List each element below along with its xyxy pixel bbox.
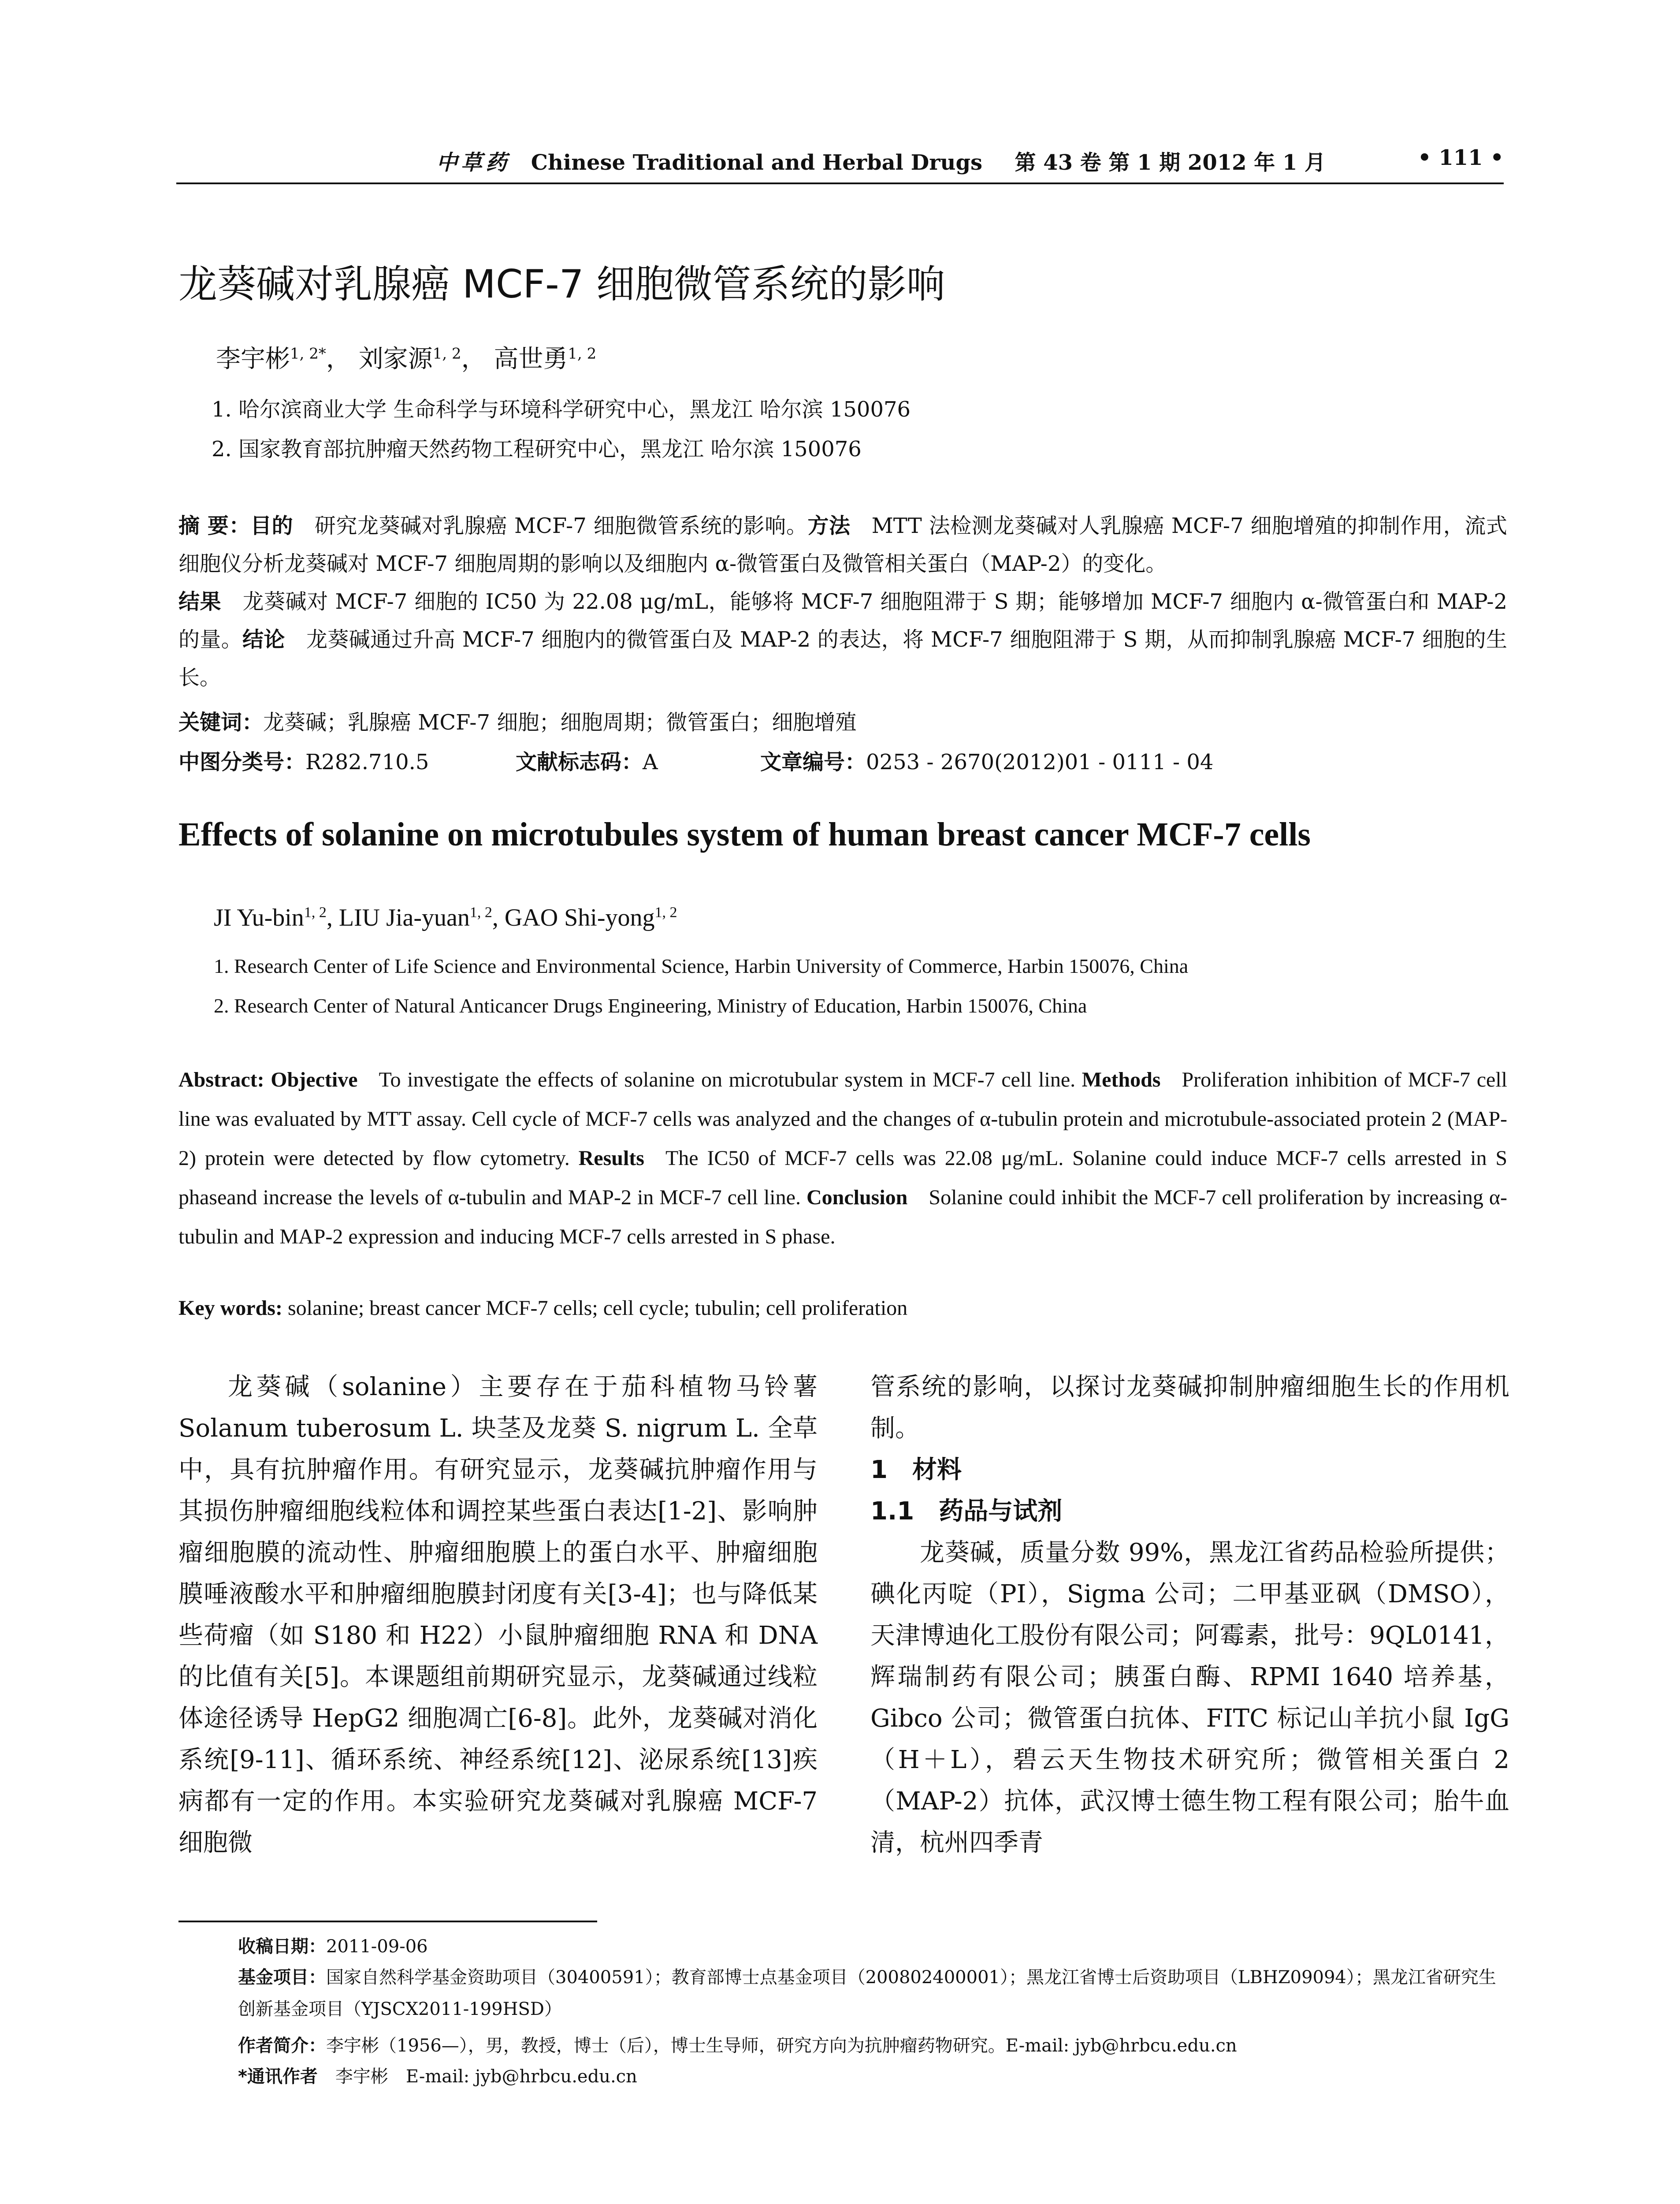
clc-item: [178, 745, 429, 775]
keywords-label: Key words:: [178, 1296, 282, 1320]
article-no-label: 文章编号：: [760, 750, 866, 774]
keywords-en: [178, 1296, 907, 1320]
objective-text: 研究龙葵碱对乳腺癌 MCF-7 细胞微管系统的影响。: [314, 514, 808, 538]
author-affiliation-mark: 1, 2: [469, 904, 492, 921]
body-paragraph: 龙葵碱，质量分数 99%，黑龙江省药品检验所提供；碘化丙啶（PI），Sigma 公司；二甲基亚砜（DMSO），天津博迪化工股份有限公司；阿霉素，批号：9QL0141，辉瑞制药有限公司；胰蛋白酶、RPMI 1640 培养基，Gibco 公司；微管蛋白抗体、FITC 标记山羊抗小鼠 IgG（H＋L），碧云天生物技术研究所；微管相关蛋白 2（MAP-2）抗体，武汉博士德生物工程有限公司；胎牛血清，杭州四季青: [870, 1538, 1510, 1857]
body-paragraph-continuation: 管系统的影响，以探讨龙葵碱抑制肿瘤细胞生长的作用机制。: [870, 1373, 1509, 1443]
author-affiliation-mark: 1, 2: [304, 904, 327, 921]
keywords-cn: [178, 705, 856, 736]
footnote-rule: [178, 1921, 597, 1922]
fund-text: 国家自然科学基金资助项目（30400591）；教育部博士点基金项目（200802400001）；黑龙江省博士后资助项目（LBHZ09094）；黑龙江省研究生创新基金项目（YJSCX2011-199HSD）: [238, 1967, 1496, 2019]
footnote-received: [238, 1931, 428, 1962]
author-affiliation-mark: 1, 2: [654, 904, 677, 921]
keywords-text: solanine; breast cancer MCF-7 cells; cell cycle; tubulin; cell proliferation: [287, 1296, 908, 1320]
abstract-en: [178, 1060, 1507, 1256]
author-affiliation-mark: 1, 2*: [290, 345, 326, 363]
author-name: 刘家源: [358, 345, 433, 373]
fund-label: 基金项目：: [238, 1967, 326, 1988]
affiliation-cn-2: 2. 国家教育部抗肿瘤天然药物工程研究中心，黑龙江 哈尔滨 150076: [212, 437, 862, 462]
author-name: 高世勇: [494, 345, 568, 373]
affiliation-en-1: 1. Research Center of Life Science and Environmental Science, Harbin University of Commerce, Harbin 150076, China: [214, 955, 1189, 977]
page-number: • 111 •: [1418, 145, 1504, 170]
issue-info: 第 43 卷 第 1 期 2012 年 1 月: [1015, 150, 1326, 175]
affiliation-en-2: 2. Research Center of Natural Anticancer Drugs Engineering, Ministry of Education, Harbin 150076, China: [214, 994, 1087, 1017]
methods-label: 方法: [807, 514, 851, 538]
title-en: Effects of solanine on microtubules system of human breast cancer MCF-7 cells: [178, 816, 1311, 853]
corresponding-label: *通讯作者: [238, 2066, 318, 2087]
conclusion-text: Solanine could inhibit the MCF-7 cell proliferation by increasing α-tubulin and MAP-2 expression and inducing MCF-7 cells arrested in S phase.: [178, 1186, 1508, 1248]
abstract-label: 摘 要：: [178, 514, 251, 538]
objective-text: To investigate the effects of solanine on microtubular system in MCF-7 cell line.: [379, 1068, 1076, 1091]
methods-text: Proliferation inhibition of MCF-7 cell line was evaluated by MTT assay. Cell cycle of MCF-7 cells was analyzed and the changes of α-tubulin protein and microtubule-associated protein 2 (MAP-2) protein were detected by flow cytometry.: [178, 1068, 1508, 1170]
received-label: 收稿日期：: [238, 1936, 326, 1957]
article-no-item: [760, 745, 1213, 775]
doc-code-value: A: [643, 750, 658, 774]
author-affiliation-mark: 1, 2: [432, 345, 461, 363]
conclusion-label: Conclusion: [806, 1186, 908, 1209]
objective-label: Objective: [271, 1068, 358, 1091]
conclusion-label: 结论: [242, 627, 285, 652]
clc-label: 中图分类号：: [178, 750, 306, 774]
corresponding-text: 李宇彬 E-mail: jyb@hrbcu.edu.cn: [335, 2066, 637, 2087]
author-separator: ,: [326, 904, 339, 931]
author-name: JI Yu-bin: [214, 904, 304, 931]
author-name: LIU Jia-yuan: [338, 904, 470, 931]
body-column-right: [870, 1366, 1509, 1864]
author-separator: ，: [326, 345, 351, 373]
objective-label: 目的: [250, 514, 294, 538]
conclusion-text: 龙葵碱通过升高 MCF-7 细胞内的微管蛋白及 MAP-2 的表达，将 MCF-7 细胞阻滞于 S 期，从而抑制乳腺癌 MCF-7 细胞的生长。: [178, 627, 1507, 690]
journal-name-en: Chinese Traditional and Herbal Drugs: [531, 150, 983, 175]
results-label: Results: [578, 1147, 644, 1170]
footnote-corresponding: [238, 2061, 637, 2092]
section-heading: 1 材料: [870, 1456, 962, 1484]
title-cn: 龙葵碱对乳腺癌 MCF-7 细胞微管系统的影响: [178, 261, 945, 307]
received-date: 2011-09-06: [326, 1936, 428, 1957]
results-text: The IC50 of MCF-7 cells was 22.08 μg/mL. Solanine could induce MCF-7 cells arrested in S phaseand increase the levels of α-tubulin and MAP-2 in MCF-7 cell line.: [178, 1147, 1508, 1209]
results-text: 龙葵碱对 MCF-7 细胞的 IC50 为 22.08 μg/mL，能够将 MCF-7 细胞阻滞于 S 期；能够增加 MCF-7 细胞内 α-微管蛋白和 MAP-2 的量。: [178, 589, 1507, 652]
footnote-author-bio: [238, 2030, 1237, 2062]
keywords-label: 关键词：: [178, 710, 264, 735]
abstract-label: Abstract:: [178, 1068, 264, 1091]
journal-name-cn: 中草药: [436, 150, 511, 175]
author-name: GAO Shi-yong: [504, 904, 655, 931]
bio-text: 李宇彬（1956—），男，教授，博士（后），博士生导师，研究方向为抗肿瘤药物研究。E-mail: jyb@hrbcu.edu.cn: [326, 2036, 1237, 2056]
results-label: 结果: [178, 589, 222, 614]
running-header: [176, 145, 1504, 181]
author-separator: ,: [492, 904, 505, 931]
author-affiliation-mark: 1, 2: [568, 345, 597, 363]
body-column-left: [178, 1366, 818, 1864]
doc-code-item: [516, 745, 658, 775]
authors-cn: [216, 339, 596, 375]
methods-label: Methods: [1082, 1068, 1161, 1091]
bio-label: 作者简介：: [238, 2036, 326, 2056]
author-separator: ，: [461, 345, 486, 373]
keywords-text: 龙葵碱；乳腺癌 MCF-7 细胞；细胞周期；微管蛋白；细胞增殖: [263, 710, 857, 735]
abstract-cn: [178, 507, 1507, 696]
header-rule: [176, 182, 1504, 184]
header-center: [436, 145, 1326, 176]
subsection-heading: 1.1 药品与试剂: [870, 1497, 1063, 1526]
methods-text: MTT 法检测龙葵碱对人乳腺癌 MCF-7 细胞增殖的抑制作用，流式细胞仪分析龙葵碱对 MCF-7 细胞周期的影响以及细胞内 α-微管蛋白及微管相关蛋白（MAP-2）的变化。: [178, 514, 1507, 576]
footnote-fund: [238, 1962, 1507, 2025]
authors-en: [214, 904, 677, 932]
author-name: 李宇彬: [216, 345, 290, 373]
doc-code-label: 文献标志码：: [516, 750, 643, 774]
clc-value: R282.710.5: [305, 750, 429, 774]
affiliation-cn-1: 1. 哈尔滨商业大学 生命科学与环境科学研究中心，黑龙江 哈尔滨 150076: [212, 397, 911, 422]
article-no-value: 0253 - 2670(2012)01 - 0111 - 04: [866, 750, 1214, 774]
body-paragraph: 龙葵碱（solanine）主要存在于茄科植物马铃薯 Solanum tuberosum L. 块茎及龙葵 S. nigrum L. 全草中，具有抗肿瘤作用。有研究显示，龙葵碱抗肿瘤作用与其损伤肿瘤细胞线粒体和调控某些蛋白表达[1-2]、影响肿瘤细胞膜的流动性、肿瘤细胞膜上的蛋白水平、肿瘤细胞膜唾液酸水平和肿瘤细胞膜封闭度有关[3-4]；也与降低某些荷瘤（如 S180 和 H22）小鼠肿瘤细胞 RNA 和 DNA 的比值有关[5]。本课题组前期研究显示，龙葵碱通过线粒体途径诱导 HepG2 细胞凋亡[6-8]。此外，龙葵碱对消化系统[9-11]、循环系统、神经系统[12]、泌尿系统[13]疾病都有一定的作用。本实验研究龙葵碱对乳腺癌 MCF-7 细胞微: [178, 1373, 818, 1857]
